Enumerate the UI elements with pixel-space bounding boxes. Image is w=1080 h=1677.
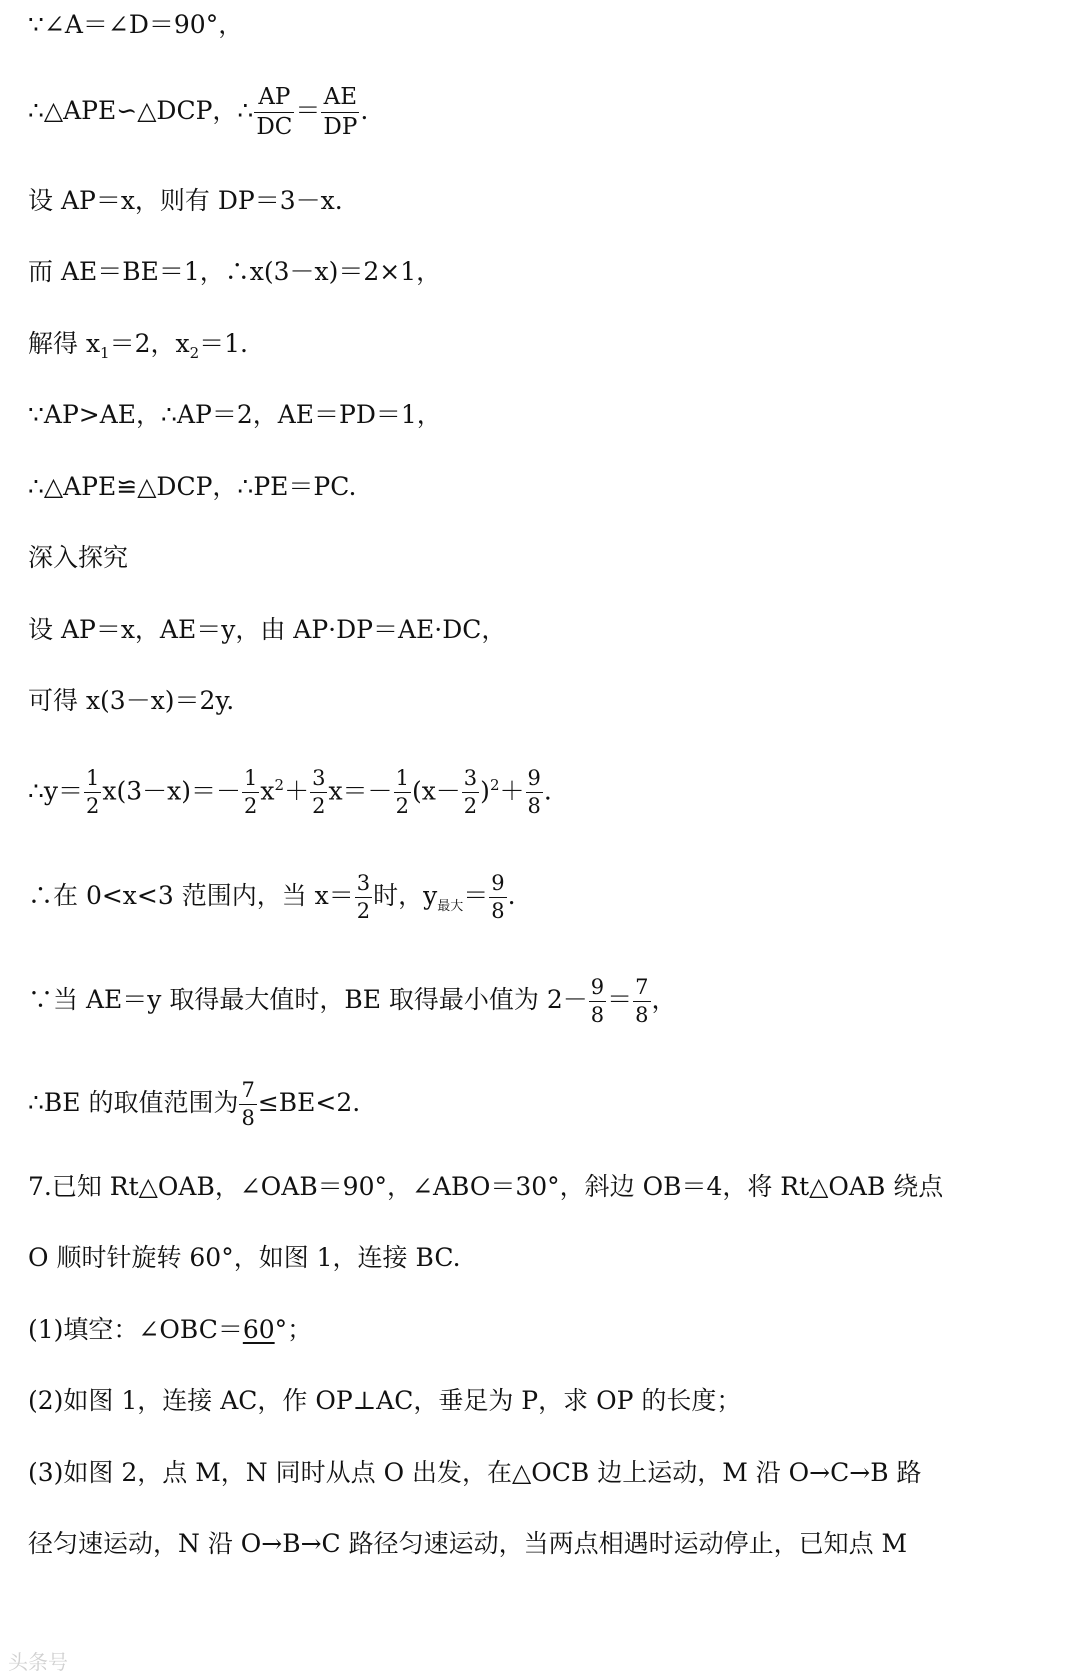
text-segment: .	[360, 96, 369, 125]
superscript: 2	[489, 776, 500, 794]
numerator: AE	[321, 86, 359, 113]
text-line-6: ∵AP>AE，∴AP＝2，AE＝PD＝1，	[28, 400, 442, 429]
fraction	[489, 873, 506, 922]
fraction	[394, 768, 411, 817]
numerator: 1	[394, 768, 411, 793]
text-segment: ＝	[463, 881, 489, 910]
text-segment: ＝	[295, 96, 321, 125]
text-segment: ＋	[499, 776, 525, 806]
fraction	[462, 768, 479, 817]
denominator: 8	[241, 1106, 255, 1130]
text-segment: x(3－x)＝－	[102, 776, 242, 806]
denominator: 2	[356, 899, 371, 923]
fraction	[239, 1080, 256, 1129]
text-line-7: ∴△APE≌△DCP，∴PE＝PC.	[28, 472, 357, 501]
text-line-3: 设 AP＝x，则有 DP＝3－x.	[28, 186, 343, 215]
subscript: 最大	[437, 899, 464, 914]
text-line-14	[28, 1080, 360, 1129]
problem-7-line-1: 7.已知 Rt△OAB，∠OAB＝90°，∠ABO＝30°，斜边 OB＝4，将 Rt△OAB 绕点	[28, 1172, 944, 1201]
text-segment: ＝2，x	[109, 329, 190, 358]
text-line-12	[28, 873, 516, 924]
denominator: DP	[323, 114, 358, 140]
problem-7-part-2: (2)如图 1，连接 AC，作 OP⊥AC，垂足为 P，求 OP 的长度；	[28, 1386, 742, 1415]
fraction	[310, 768, 327, 817]
fraction	[633, 977, 650, 1026]
denominator: 8	[635, 1003, 649, 1027]
text-line-11	[28, 768, 552, 817]
text-segment: )	[480, 776, 490, 806]
text-segment: ∴BE 的取值范围为	[28, 1088, 239, 1117]
text-segment: ＝1.	[199, 329, 249, 358]
problem-7-line-2: O 顺时针旋转 60°，如图 1，连接 BC.	[28, 1243, 461, 1272]
text-segment: °；	[274, 1315, 313, 1344]
fraction	[589, 977, 606, 1026]
numerator: 3	[310, 768, 327, 793]
denominator: 2	[395, 794, 409, 819]
numerator: 1	[242, 768, 259, 793]
text-segment: ＋	[284, 776, 310, 806]
denominator: 8	[527, 794, 541, 819]
problem-7-part-3-cont: 径匀速运动，N 沿 O→B→C 路径匀速运动，当两点相遇时运动停止，已知点 M	[28, 1529, 908, 1558]
fraction-ae-dp	[321, 86, 359, 139]
denominator: 8	[590, 1003, 605, 1027]
numerator: 3	[355, 873, 372, 898]
numerator: 3	[462, 768, 479, 793]
section-heading: 深入探究	[28, 543, 129, 572]
watermark: 头条号	[8, 1650, 68, 1674]
text-segment: 解得 x	[28, 329, 101, 358]
numerator: 9	[489, 873, 506, 898]
text-segment: ∴△APE∽△DCP，∴	[28, 96, 254, 125]
text-line-9: 设 AP＝x，AE＝y，由 AP·DP＝AE·DC，	[28, 615, 507, 644]
text-segment: ≤BE<2.	[257, 1088, 361, 1117]
subscript: 2	[189, 344, 200, 362]
fraction	[242, 768, 259, 817]
subscript: 1	[100, 344, 110, 362]
text-segment: .	[543, 776, 552, 806]
denominator: 2	[312, 794, 326, 819]
numerator: 7	[239, 1080, 256, 1105]
text-segment: ∴在 0<x<3 范围内，当 x＝	[28, 881, 354, 910]
numerator: 1	[84, 768, 101, 793]
fraction	[355, 873, 372, 922]
text-line-4: 而 AE＝BE＝1，∴x(3－x)＝2×1，	[28, 257, 442, 286]
text-segment: (x－	[411, 776, 461, 806]
text-segment: x	[260, 776, 275, 806]
text-line-2	[28, 86, 368, 139]
text-segment: x＝－	[328, 776, 393, 806]
denominator: 2	[463, 794, 478, 819]
text-line-5	[28, 327, 248, 370]
text-segment: ＝	[607, 985, 633, 1014]
superscript: 2	[274, 776, 285, 794]
denominator: 8	[491, 899, 505, 923]
denominator: 2	[244, 794, 258, 819]
numerator: AP	[254, 86, 294, 113]
denominator: 2	[86, 794, 100, 819]
answer-underlined: 60	[242, 1315, 275, 1344]
text-line-1: ∵∠A＝∠D＝90°，	[28, 10, 244, 39]
numerator: 7	[633, 977, 650, 1002]
numerator: 9	[526, 768, 543, 793]
fraction-ap-dc	[254, 86, 294, 139]
text-line-13	[28, 977, 677, 1026]
text-segment: (1)填空：∠OBC＝	[28, 1315, 243, 1344]
numerator: 9	[589, 977, 606, 1002]
text-segment: ，	[651, 985, 677, 1014]
problem-7-part-3: (3)如图 2，点 M，N 同时从点 O 出发，在△OCB 边上运动，M 沿 O→C→B 路	[28, 1458, 922, 1487]
text-line-10: 可得 x(3－x)＝2y.	[28, 686, 235, 715]
denominator: DC	[256, 114, 293, 140]
problem-7-part-1	[28, 1313, 312, 1347]
text-segment: ∵当 AE＝y 取得最大值时，BE 取得最小值为 2－	[28, 985, 588, 1014]
fraction	[526, 768, 543, 817]
text-segment: ∴y＝	[28, 776, 84, 806]
fraction	[84, 768, 101, 817]
text-segment: .	[507, 881, 516, 910]
text-segment: 时，y	[373, 881, 438, 910]
